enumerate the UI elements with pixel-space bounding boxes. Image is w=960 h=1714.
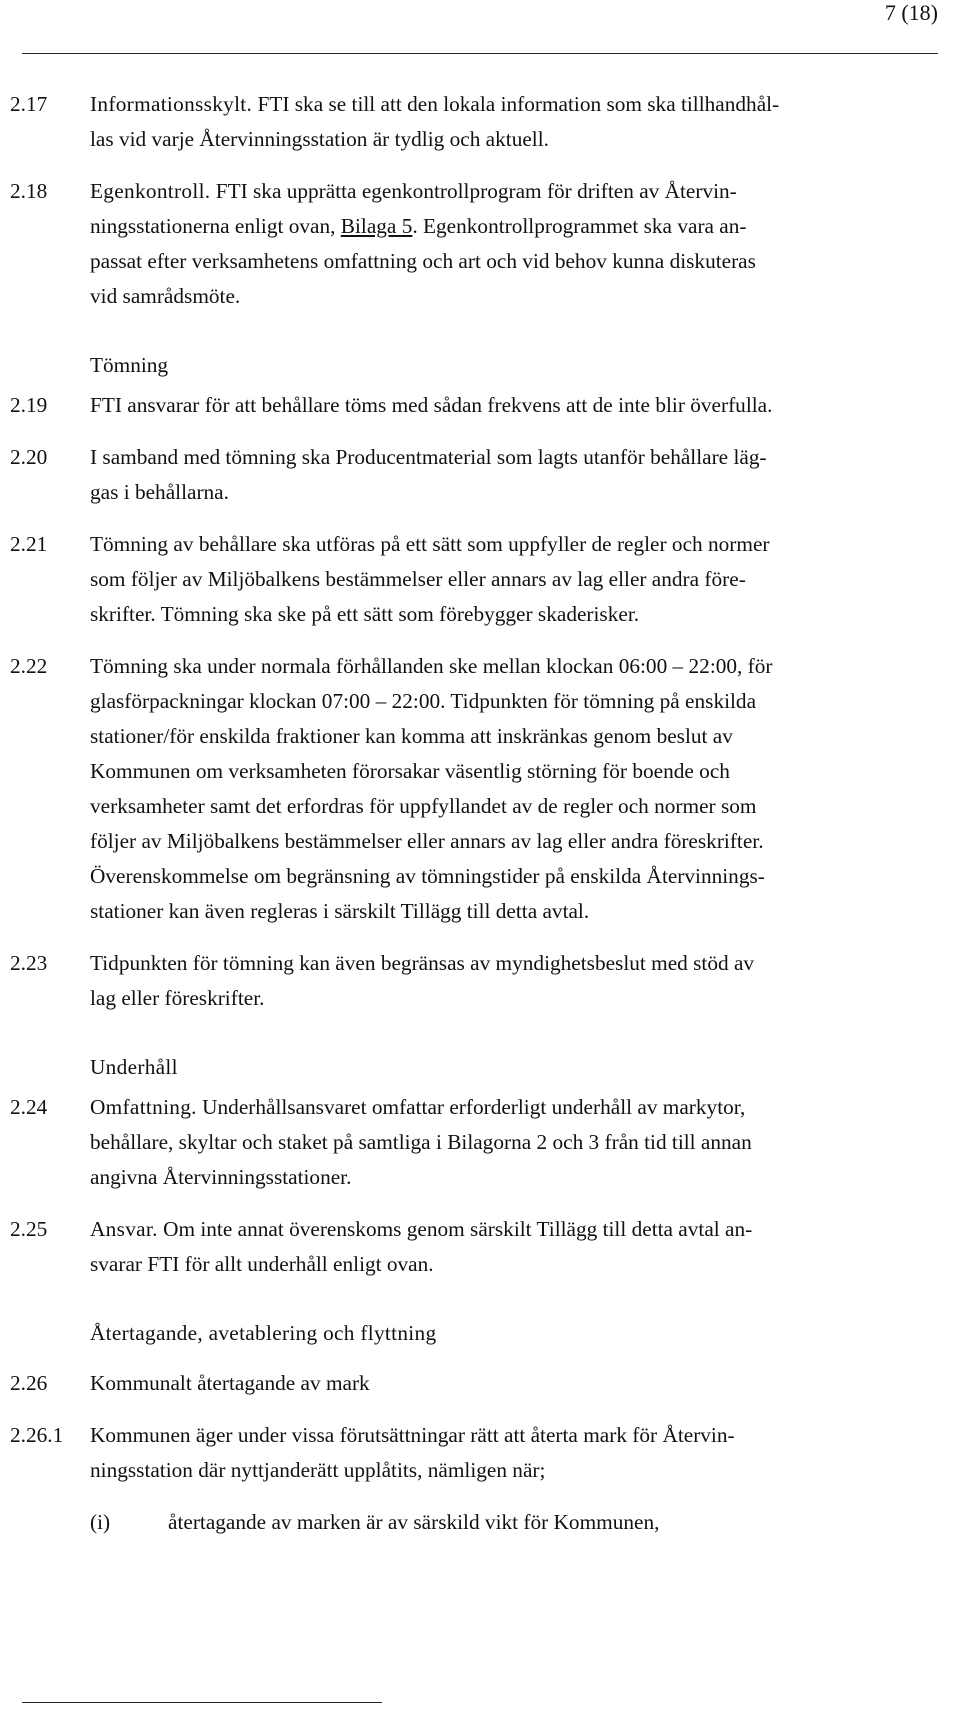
clause-number: 2.21 bbox=[10, 532, 48, 556]
page-number: 7 (18) bbox=[884, 0, 938, 25]
clause-number: 2.17 bbox=[10, 92, 48, 116]
clause-2-21 bbox=[10, 527, 940, 632]
clause-number: 2.20 bbox=[10, 445, 48, 469]
header-divider bbox=[22, 53, 938, 54]
clause-text: Kommunen äger under vissa förutsättningar rätt att återta mark för Återvin- ningsstation där nyttjanderätt upplåtits, nämligen när; bbox=[90, 1423, 735, 1482]
clause-2-25 bbox=[10, 1212, 940, 1282]
clause-number: 2.25 bbox=[10, 1217, 48, 1241]
section-heading-tomning: Tömning bbox=[90, 353, 169, 377]
clause-2-23 bbox=[10, 946, 940, 1016]
clause-2-17 bbox=[10, 87, 940, 157]
clause-2-19 bbox=[10, 388, 940, 423]
clause-lead: Ansvar. bbox=[90, 1217, 158, 1241]
clause-text: I samband med tömning ska Producentmaterial som lagts utanför behållare läg- gas i behållarna. bbox=[90, 445, 767, 504]
clause-2-26 bbox=[10, 1366, 940, 1401]
section-heading-underhall: Underhåll bbox=[90, 1055, 178, 1079]
clause-text: Tidpunkten för tömning kan även begränsas av myndighetsbeslut med stöd av lag eller föreskrifter. bbox=[90, 951, 755, 1010]
clause-number: 2.22 bbox=[10, 654, 48, 678]
clause-text: FTI ansvarar för att behållare töms med sådan frekvens att de inte blir överfulla. bbox=[90, 393, 773, 417]
clause-number: 2.18 bbox=[10, 179, 48, 203]
clause-number: 2.26 bbox=[10, 1371, 48, 1395]
clause-text: Tömning ska under normala förhållanden ske mellan klockan 06:00 – 22:00, för glasförpackningar klockan 07:00 – 22:00. Tidpunkten för tömning på enskilda stationer/för enskilda fraktioner kan komma att inskränkas genom beslut av Kommunen om verksamheten förorsakar väsentlig störning för boende och verksamheter samt det erfordras för uppfyllandet av de regler och normer som följer av Miljöbalkens bestämmelser eller annars av lag eller andra föreskrifter. Överenskommelse om begränsning av tömningstider på enskilda Återvinnings- stationer kan även regleras i särskilt Tillägg till detta avtal. bbox=[90, 654, 773, 923]
list-marker: (i) bbox=[90, 1510, 111, 1534]
document-body bbox=[10, 87, 940, 1540]
clause-2-22 bbox=[10, 649, 940, 929]
clause-lead: Omfattning. bbox=[90, 1095, 197, 1119]
footnote-divider bbox=[22, 1702, 382, 1703]
clause-text: Informationsskylt. FTI ska se till att den lokala information som ska tillhandhål- las vid varje Återvinningsstation är tydlig och aktuell. bbox=[90, 92, 780, 151]
bilaga-5-link[interactable]: Bilaga 5 bbox=[340, 214, 413, 238]
clause-2-26-1 bbox=[10, 1418, 940, 1488]
clause-2-24 bbox=[10, 1090, 940, 1195]
clause-number: 2.26.1 bbox=[10, 1423, 64, 1447]
list-item-text: återtagande av marken är av särskild vikt för Kommunen, bbox=[168, 1510, 660, 1534]
clause-number: 2.23 bbox=[10, 951, 48, 975]
clause-number: 2.24 bbox=[10, 1095, 48, 1119]
clause-text: Egenkontroll. FTI ska upprätta egenkontrollprogram för driften av Återvin- ningsstationerna enligt ovan, Bilaga 5. Egenkontrollprogrammet ska vara an- passat efter verksamhetens omfattning och art och vid behov kunna diskuteras vid samrådsmöte. bbox=[90, 179, 756, 308]
clause-text: Ansvar. Om inte annat överenskoms genom särskilt Tillägg till detta avtal an- svarar FTI för allt underhåll enligt ovan. bbox=[90, 1217, 753, 1276]
clause-2-18 bbox=[10, 174, 940, 314]
clause-text: Kommunalt återtagande av mark bbox=[90, 1371, 370, 1395]
clause-lead: Egenkontroll. bbox=[90, 179, 211, 203]
clause-number: 2.19 bbox=[10, 393, 48, 417]
clause-text: Omfattning. Underhållsansvaret omfattar erforderligt underhåll av markytor, behållare, skyltar och staket på samtliga i Bilagorna 2 och 3 från tid till annan angivna Återvinningsstationer. bbox=[90, 1095, 752, 1189]
list-item-i bbox=[90, 1505, 940, 1540]
clause-lead: Informationsskylt. bbox=[90, 92, 253, 116]
section-heading-atertagande: Återtagande, avetablering och flyttning bbox=[90, 1321, 437, 1345]
clause-text: Tömning av behållare ska utföras på ett sätt som uppfyller de regler och normer som följer av Miljöbalkens bestämmelser eller annars av lag eller andra före- skrifter. Tömning ska ske på ett sätt som förebygger skaderisker. bbox=[90, 532, 770, 626]
clause-2-20 bbox=[10, 440, 940, 510]
